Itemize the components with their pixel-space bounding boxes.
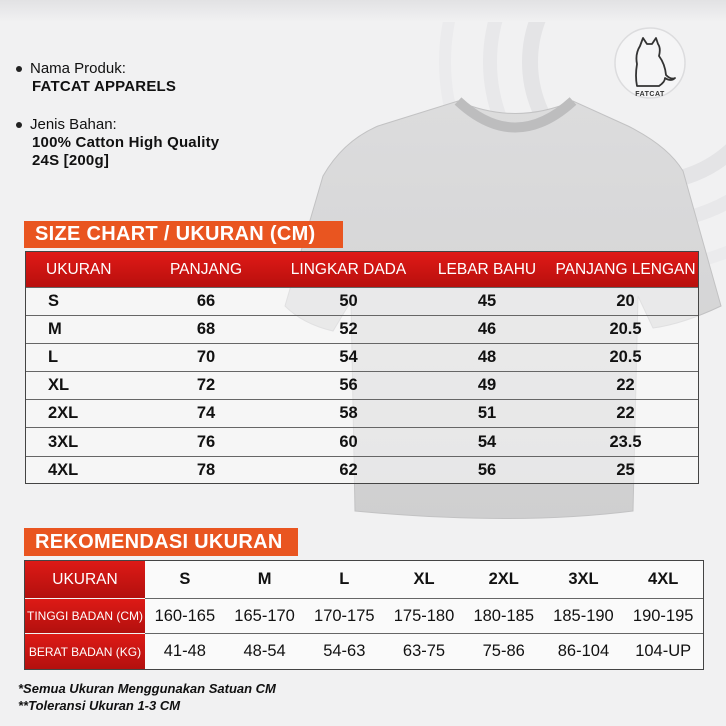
table-cell: 190-195 <box>632 606 694 625</box>
table-cell: 72 <box>196 376 216 395</box>
table-cell: 2XL <box>488 570 519 588</box>
table-cell: M <box>48 320 62 339</box>
table-cell: 56 <box>339 376 358 395</box>
footnote: **Toleransi Ukuran 1-3 CM <box>18 698 181 713</box>
table-cell: 3XL <box>48 432 79 451</box>
row-label: BERAT BADAN (KG) <box>25 634 145 669</box>
table-cell: 54-63 <box>323 642 366 660</box>
table-cell: 54 <box>339 348 358 367</box>
height-row <box>145 599 703 634</box>
weight-row <box>145 634 703 669</box>
recommendation-values <box>145 561 703 669</box>
table-cell: 180-185 <box>473 606 535 625</box>
table-cell: 56 <box>477 460 497 479</box>
table-cell: 185-190 <box>553 606 614 625</box>
size-row <box>145 561 703 599</box>
table-cell: 48 <box>477 348 497 367</box>
table-cell: 20 <box>616 292 635 311</box>
product-name-value: FATCAT APPARELS <box>32 78 177 95</box>
material-value-1: 100% Catton High Quality <box>32 134 220 151</box>
table-cell: 104-UP <box>635 642 692 660</box>
table-cell: 58 <box>339 404 358 423</box>
column-header: LEBAR BAHU <box>437 260 537 278</box>
table-cell: S <box>48 292 60 311</box>
table-row <box>26 343 698 371</box>
table-cell: 46 <box>477 320 497 339</box>
table-cell: 160-165 <box>154 606 216 625</box>
table-cell: 51 <box>477 404 497 423</box>
table-cell: 4XL <box>648 570 679 588</box>
size-chart-title: SIZE CHART / UKURAN (CM) <box>24 221 343 248</box>
table-cell: 170-175 <box>314 606 375 625</box>
table-cell: 75-86 <box>482 642 525 660</box>
table-cell: 74 <box>196 404 216 423</box>
table-cell: L <box>48 348 59 367</box>
table-cell: 22 <box>616 404 635 423</box>
row-label: TINGGI BADAN (CM) <box>25 599 145 634</box>
table-cell: 4XL <box>48 460 79 479</box>
table-cell: 52 <box>339 320 358 339</box>
table-cell: 45 <box>477 292 497 311</box>
table-row <box>26 399 698 427</box>
recommendation-row-labels <box>25 561 145 669</box>
row-label: UKURAN <box>25 561 145 599</box>
table-cell: XL <box>413 570 435 588</box>
table-cell: 60 <box>339 432 358 451</box>
table-cell: 76 <box>196 432 216 451</box>
table-cell: 70 <box>196 348 216 367</box>
table-cell: 25 <box>616 460 635 479</box>
material-label: Jenis Bahan: <box>30 116 117 133</box>
top-bar <box>0 0 726 22</box>
table-row <box>26 371 698 399</box>
material-value-2: 24S [200g] <box>32 152 110 169</box>
table-cell: 50 <box>339 292 358 311</box>
table-cell: L <box>339 570 350 588</box>
column-header: UKURAN <box>46 260 112 278</box>
table-cell: 54 <box>477 432 497 451</box>
table-cell: 22 <box>616 376 635 395</box>
table-cell: 20.5 <box>609 320 642 339</box>
bullet-icon <box>16 66 22 72</box>
table-cell: 3XL <box>568 570 599 588</box>
table-cell: 78 <box>196 460 216 479</box>
table-cell: 23.5 <box>609 432 642 451</box>
logo-text: FATCAT <box>635 91 665 98</box>
table-row <box>26 287 698 315</box>
column-header: PANJANG LENGAN <box>555 260 696 278</box>
table-cell: 20.5 <box>609 348 642 367</box>
table-cell: 86-104 <box>557 642 610 660</box>
recommendation-table <box>24 560 704 670</box>
product-name-label: Nama Produk: <box>30 60 126 77</box>
table-cell: XL <box>48 376 70 395</box>
table-cell: 41-48 <box>163 642 206 660</box>
table-cell: M <box>257 570 272 588</box>
table-cell: 175-180 <box>393 606 455 625</box>
table-cell: 63-75 <box>402 642 446 660</box>
footnote: *Semua Ukuran Menggunakan Satuan CM <box>18 681 276 696</box>
column-header: PANJANG <box>169 260 243 278</box>
table-row <box>26 456 698 484</box>
table-cell: 48-54 <box>243 642 286 660</box>
table-cell: 66 <box>196 292 216 311</box>
table-row <box>26 427 698 455</box>
bullet-icon <box>16 122 22 128</box>
product-name-block <box>16 60 176 96</box>
table-cell: 49 <box>477 376 497 395</box>
table-cell: 68 <box>196 320 216 339</box>
recommendation-title: REKOMENDASI UKURAN <box>24 528 298 556</box>
table-cell: 2XL <box>48 404 79 423</box>
size-chart-table <box>25 251 699 484</box>
table-cell: 62 <box>339 460 358 479</box>
table-header <box>26 252 698 287</box>
column-header: LINGKAR DADA <box>290 260 407 278</box>
table-cell: S <box>179 570 191 588</box>
table-cell: 165-170 <box>234 606 295 625</box>
table-row <box>26 315 698 343</box>
material-block <box>16 116 219 170</box>
